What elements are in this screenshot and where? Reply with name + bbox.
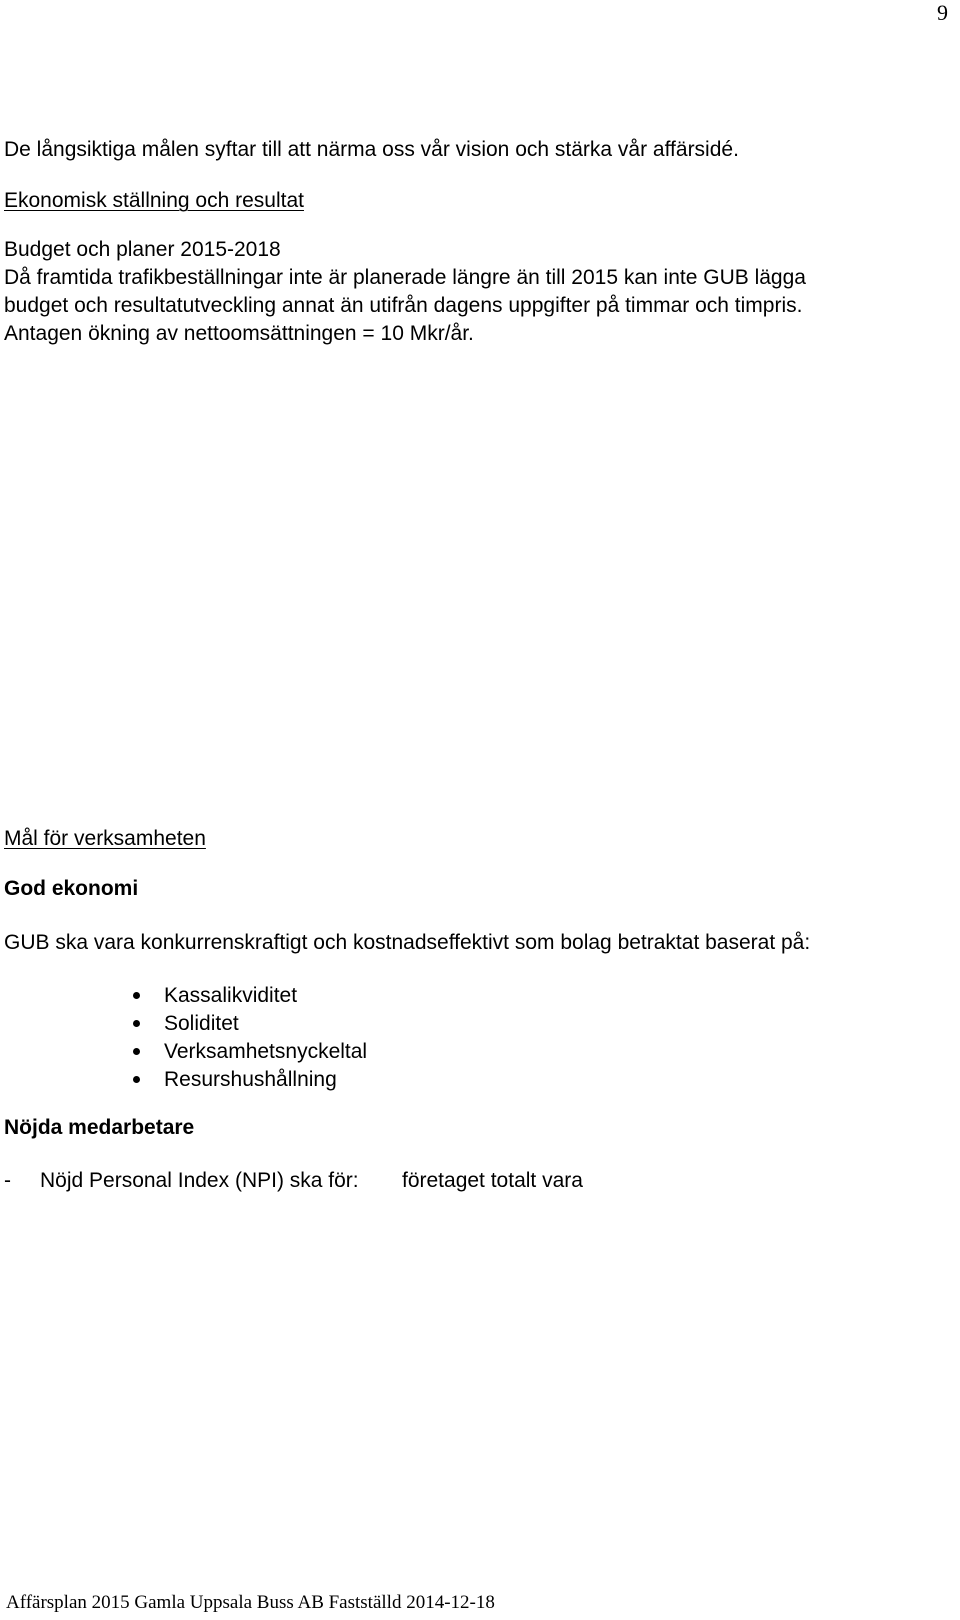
list-item-label: Verksamhetsnyckeltal <box>164 1040 368 1063</box>
goals-heading: Mål för verksamheten <box>4 827 206 850</box>
bullet-icon <box>133 1076 140 1083</box>
npi-value: företaget totalt vara <box>402 1169 583 1192</box>
list-item <box>164 1038 367 1066</box>
page-footer: Affärsplan 2015 Gamla Uppsala Buss AB Fastställd 2014-12-18 <box>6 1592 495 1613</box>
list-item <box>164 1066 367 1094</box>
intro-sentence: De långsiktiga målen syftar till att närma oss vår vision och stärka vår affärsidé. <box>4 138 739 161</box>
god-ekonomi-text: GUB ska vara konkurrenskraftigt och kostnadseffektivt som bolag betraktat baserat på: <box>4 931 811 954</box>
nojda-medarbetare-heading: Nöjda medarbetare <box>4 1116 195 1139</box>
bullet-icon <box>133 992 140 999</box>
npi-dash: - <box>4 1169 11 1192</box>
list-item-label: Soliditet <box>164 1012 239 1035</box>
list-item-label: Resurshushållning <box>164 1068 337 1091</box>
budget-title: Budget och planer 2015-2018 <box>4 238 281 261</box>
list-item-label: Kassalikviditet <box>164 984 298 1007</box>
budget-line: budget och resultatutveckling annat än utifrån dagens uppgifter på timmar och timpris. <box>4 294 803 317</box>
budget-line: Då framtida trafikbeställningar inte är planerade längre än till 2015 kan inte GUB lägga <box>4 266 806 289</box>
bullet-icon <box>133 1048 140 1055</box>
list-item <box>164 982 367 1010</box>
npi-label: Nöjd Personal Index (NPI) ska för: <box>40 1169 359 1192</box>
list-item <box>164 1010 367 1038</box>
god-ekonomi-heading: God ekonomi <box>4 877 139 900</box>
bullet-icon <box>133 1020 140 1027</box>
section-heading-economy: Ekonomisk ställning och resultat <box>4 189 304 212</box>
kpi-list <box>164 982 367 1094</box>
page-number: 9 <box>937 0 948 25</box>
budget-line: Antagen ökning av nettoomsättningen = 10 Mkr/år. <box>4 322 474 345</box>
budget-paragraph <box>4 264 806 348</box>
